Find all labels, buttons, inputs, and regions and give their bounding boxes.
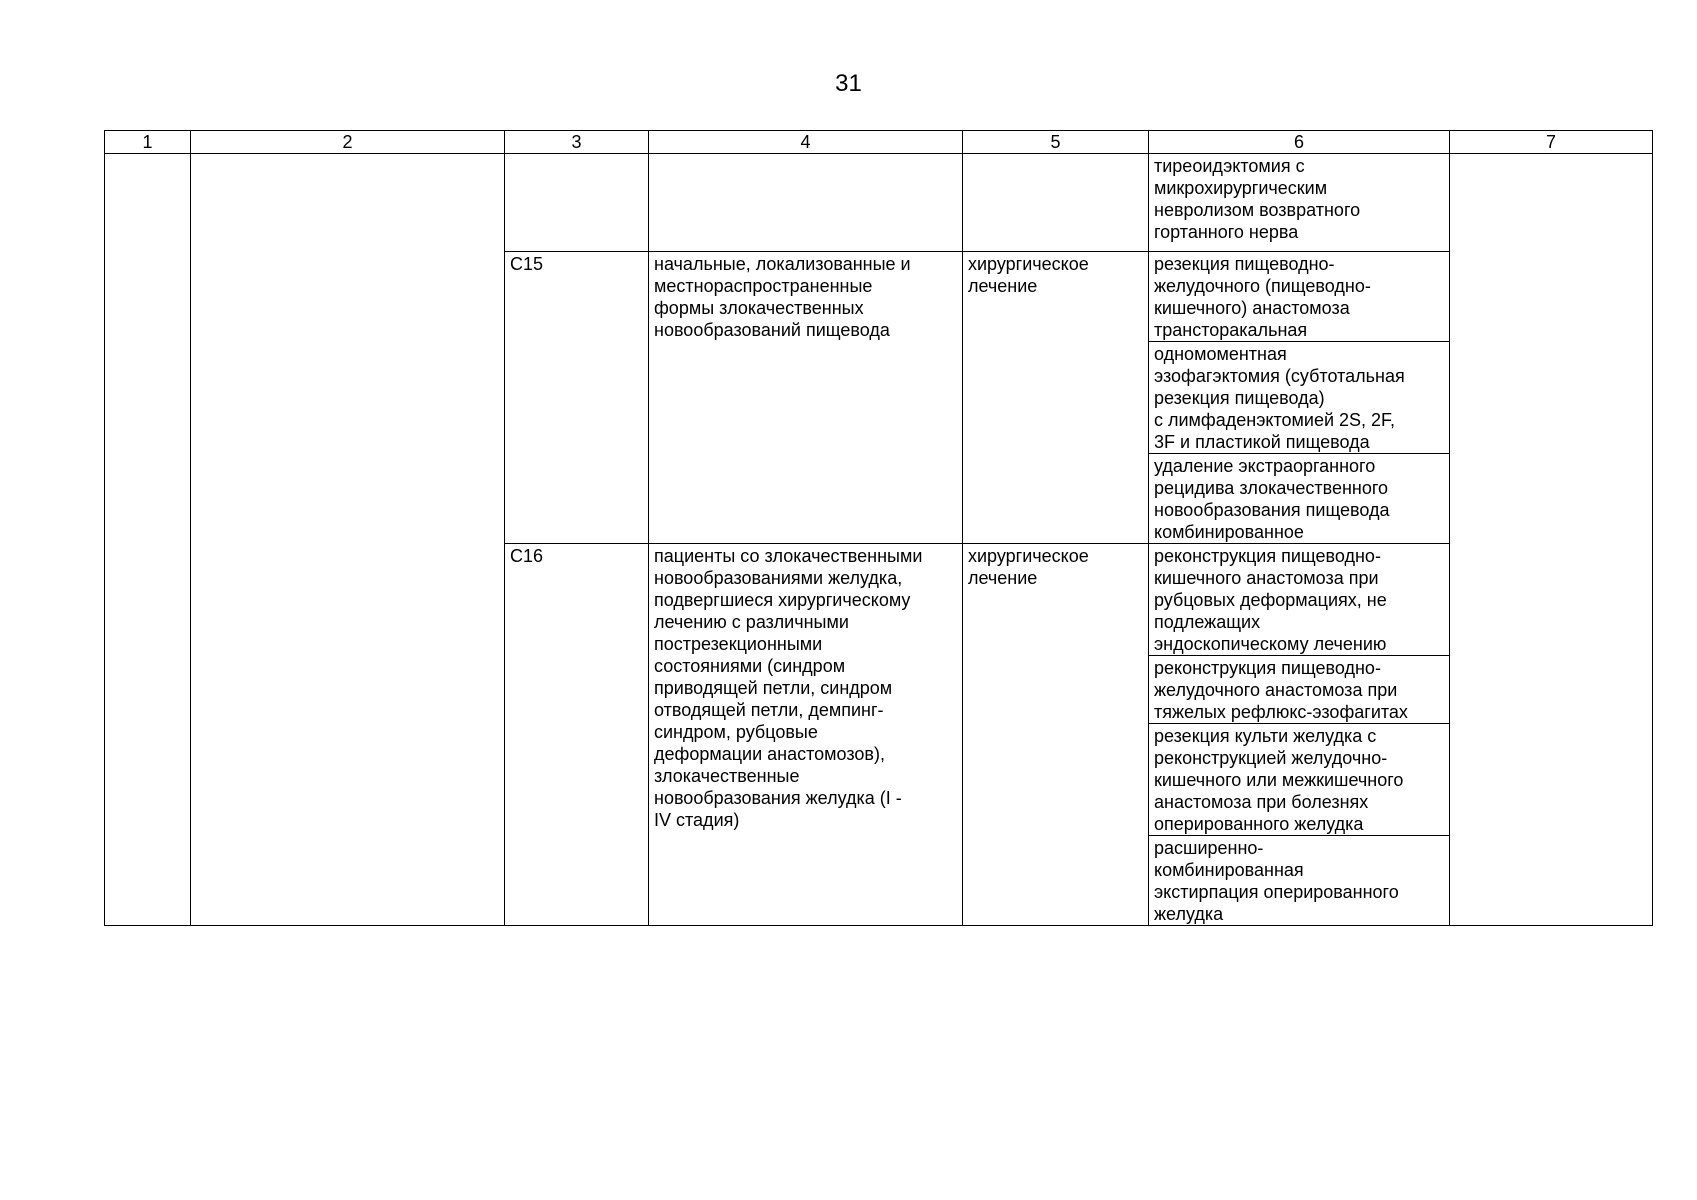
method-cell: резекция культи желудка с реконструкцией желудочно- кишечного или межкишечного анастомоза при болезнях оперированного желудка <box>1149 724 1450 836</box>
column-header: 1 <box>105 131 191 154</box>
condition-cell: начальные, локализованные и местнораспространенные формы злокачественных новообразований пищевода <box>649 252 963 544</box>
cell-col-1 <box>105 154 191 926</box>
treatment-cell: хирургическое лечение <box>963 252 1149 544</box>
treatment-cell <box>963 154 1149 252</box>
column-header: 7 <box>1450 131 1653 154</box>
treatment-cell: хирургическое лечение <box>963 544 1149 926</box>
condition-cell <box>649 154 963 252</box>
column-header: 5 <box>963 131 1149 154</box>
cell-col-7 <box>1450 154 1653 926</box>
code-cell: C16 <box>505 544 649 926</box>
method-cell: удаление экстраорганного рецидива злокачественного новообразования пищевода комбинированное <box>1149 454 1450 544</box>
method-cell: тиреоидэктомия с микрохирургическим невролизом возвратного гортанного нерва <box>1149 154 1450 252</box>
column-header: 4 <box>649 131 963 154</box>
code-cell <box>505 154 649 252</box>
column-header: 2 <box>191 131 505 154</box>
header-row <box>105 131 1653 154</box>
column-header: 3 <box>505 131 649 154</box>
method-cell: реконструкция пищеводно- желудочного анастомоза при тяжелых рефлюкс-эзофагитах <box>1149 656 1450 724</box>
method-cell: расширенно- комбинированная экстирпация оперированного желудка <box>1149 836 1450 926</box>
condition-cell: пациенты со злокачественными новообразованиями желудка, подвергшиеся хирургическому лечению с различными пострезекционными состояниями (синдром приводящей петли, синдром отводящей петли, демпинг- синдром, рубцовые деформации анастомозов), злокачественные новообразования желудка (I - IV стадия) <box>649 544 963 926</box>
procedures-table <box>104 130 1653 926</box>
column-header: 6 <box>1149 131 1450 154</box>
table-row <box>105 154 1653 252</box>
page-number: 31 <box>835 70 862 97</box>
method-cell: реконструкция пищеводно- кишечного анастомоза при рубцовых деформациях, не подлежащих эндоскопическому лечению <box>1149 544 1450 656</box>
method-cell: одномоментная эзофагэктомия (субтотальная резекция пищевода) с лимфаденэктомией 2S, 2F, 3F и пластикой пищевода <box>1149 342 1450 454</box>
cell-col-2 <box>191 154 505 926</box>
code-cell: C15 <box>505 252 649 544</box>
method-cell: резекция пищеводно- желудочного (пищеводно- кишечного) анастомоза трансторакальная <box>1149 252 1450 342</box>
